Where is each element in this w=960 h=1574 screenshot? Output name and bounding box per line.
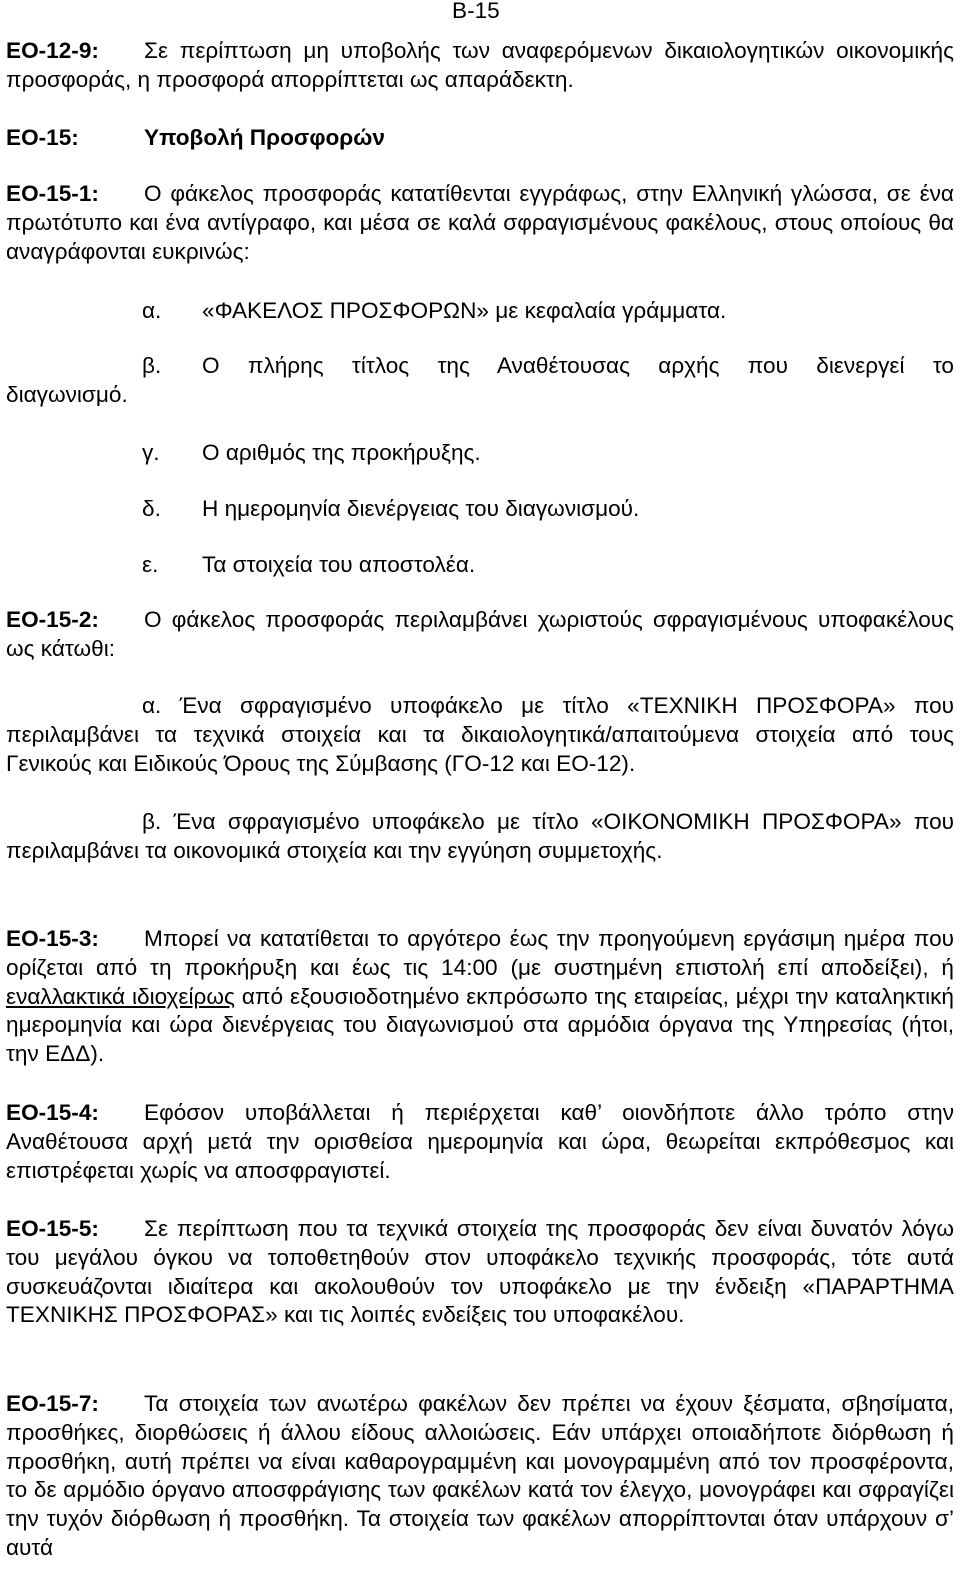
list-text: Ο αριθμός της προκήρυξης.	[202, 440, 481, 465]
clause-code: ΕΟ-15-5:	[6, 1216, 99, 1241]
list-text: Ο πλήρης τίτλος της Αναθέτουσας αρχής που διενεργεί το	[202, 353, 954, 378]
list-item-b	[6, 352, 954, 410]
clause-eo-15-5	[6, 1215, 954, 1330]
list-letter: γ.	[142, 440, 160, 465]
clause-text: Ο φάκελος προσφοράς περιλαμβάνει χωριστούς σφραγισμένους υποφακέλους ως κάτωθι:	[6, 607, 954, 661]
clause-code: ΕΟ-12-9:	[6, 38, 99, 63]
clause-text: Τα στοιχεία των ανωτέρω φακέλων δεν πρέπει να έχουν ξέσματα, σβησίματα, προσθήκες, διορθώσεις ή άλλου είδους αλλοιώσεις. Εάν υπάρχει οποιαδήποτε διόρθωση ή προσθήκη, αυτή πρέπει να είναι καθαρογραμμένη και μονογραμμένη από τον προσφέροντα, το δε αρμόδιο όργανο αποσφράγισης των φακέλων κατά τον έλεγχο, μονογράφει και σφραγίζει την τυχόν διόρθωση ή προσθήκη. Τα στοιχεία των φακέλων απορρίπτονται όταν υπάρχουν σ’ αυτά	[6, 1391, 954, 1560]
list-text: «ΦΑΚΕΛΟΣ ΠΡΟΣΦΟΡΩΝ» με κεφαλαία γράμματα.	[202, 298, 727, 323]
clause-eo-15-7	[6, 1390, 954, 1563]
clause-code: ΕΟ-15-7:	[6, 1391, 99, 1416]
subclause-a: α. Ένα σφραγισμένο υποφάκελο με τίτλο «ΤΕΧΝΙΚΗ ΠΡΟΣΦΟΡΑ» που περιλαμβάνει τα τεχνικά στοιχεία και τα δικαιολογητικά/απαιτούμενα στοιχεία από τους Γενικούς και Ειδικούς Όρους της Σύμβασης (ΓΟ-12 και ΕΟ-12).	[6, 693, 954, 776]
page-number: Β-15	[452, 0, 500, 23]
clause-text-after: από εξουσιοδοτημένο εκπρόσωπο της εταιρείας, μέχρι την καταληκτική ημερομηνία και ώρα διενέργειας του διαγωνισμού στα αρμόδια όργανα της Υπηρεσίας (ήτοι, την ΕΔΔ).	[6, 983, 955, 1067]
clause-code: ΕΟ-15-2:	[6, 607, 99, 632]
section-code: ΕΟ-15:	[6, 125, 79, 150]
list-letter: α.	[142, 298, 162, 323]
clause-text: Σε περίπτωση που τα τεχνικά στοιχεία της προσφοράς δεν είναι δυνατόν λόγω του μεγάλου όγκου να τοποθετηθούν στον υποφάκελο τεχνικής προσφοράς, τότε αυτά συσκευάζονται ιδιαίτερα και ακολουθούν τον υποφάκελο με την ένδειξη «ΠΑΡΑΡΤΗΜΑ ΤΕΧΝΙΚΗΣ ΠΡΟΣΦΟΡΑΣ» και τις λοιπές ενδείξεις του υποφακέλου.	[6, 1216, 954, 1328]
list-text-continuation: διαγωνισμό.	[6, 382, 128, 407]
clause-eo-12-9	[6, 37, 954, 95]
list-letter: ε.	[142, 552, 159, 577]
list-letter: β.	[142, 353, 162, 378]
list-text: Η ημερομηνία διενέργειας του διαγωνισμού.	[202, 496, 640, 521]
clause-text-before: Μπορεί να κατατίθεται το αργότερο έως την προηγούμενη εργάσιμη ημέρα που ορίζεται από τη προκήρυξη και έως τις 14:00 (με συστημένη επιστολή επί αποδείξει), ή	[6, 926, 954, 980]
clause-eo-15-2	[6, 606, 954, 664]
clause-text: Σε περίπτωση μη υποβολής των αναφερόμενων δικαιολογητικών οικονομικής προσφοράς, η προσφορά απορρίπτεται ως απαράδεκτη.	[6, 38, 954, 92]
clause-eo-15-3	[6, 925, 954, 1069]
clause-code: ΕΟ-15-4:	[6, 1100, 99, 1125]
clause-text: Ο φάκελος προσφοράς κατατίθενται εγγράφως, στην Ελληνική γλώσσα, σε ένα πρωτότυπο και ένα αντίγραφο, και μέσα σε καλά σφραγισμένους φακέλους, στους οποίους θα αναγράφονται ευκρινώς:	[6, 181, 954, 264]
list-letter: δ.	[142, 496, 161, 521]
underlined-text: εναλλακτικά ιδιοχείρως	[6, 983, 235, 1009]
clause-code: ΕΟ-15-3:	[6, 926, 99, 951]
list-text: Τα στοιχεία του αποστολέα.	[202, 552, 476, 577]
subclause-b: β. Ένα σφραγισμένο υποφάκελο με τίτλο «ΟΙΚΟΝΟΜΙΚΗ ΠΡΟΣΦΟΡΑ» που περιλαμβάνει τα οικονομικά στοιχεία και την εγγύηση συμμετοχής.	[6, 809, 954, 863]
section-heading-eo-15	[6, 124, 954, 153]
clause-text: Εφόσον υποβάλλεται ή περιέρχεται καθ’ οιονδήποτε άλλο τρόπο στην Αναθέτουσα αρχή μετά την ορισθείσα ημερομηνία και ώρα, θεωρείται εκπρόθεσμος και επιστρέφεται χωρίς να αποσφραγιστεί.	[6, 1100, 954, 1183]
clause-eo-15-4	[6, 1099, 954, 1185]
section-title: Υποβολή Προσφορών	[144, 125, 385, 150]
clause-eo-15-1	[6, 180, 954, 266]
clause-code: ΕΟ-15-1:	[6, 181, 99, 206]
